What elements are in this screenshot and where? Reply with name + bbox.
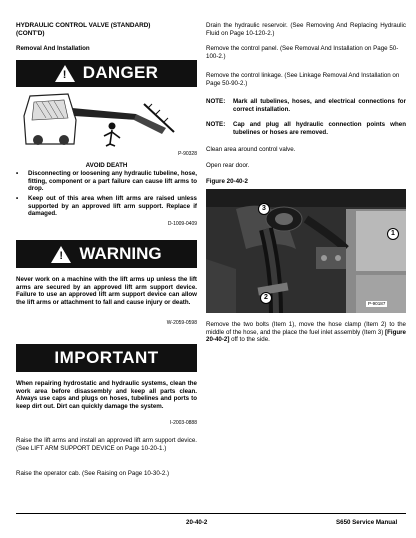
para-linkage: Remove the control linkage. (See Linkage Removal And Installation on Page 50-90-2.) — [206, 72, 400, 87]
danger-ref-id: D-1009-0409 — [167, 221, 197, 227]
figure-photo — [206, 189, 406, 313]
warning-body: Never work on a machine with the lift arms up unless the lift arms are secured by an approved lift arm support device. Failure to use an approved lift arm support device can allow the lift arms or attachment to fall and cause injury or death. — [16, 276, 197, 306]
note-cap: NOTE: Cap and plug all hydraulic connection points when tubelines or hoses are removed. — [206, 121, 406, 136]
warning-banner — [16, 240, 197, 268]
manual-title: S650 Service Manual — [336, 519, 398, 526]
warning-triangle-icon: ! — [51, 246, 71, 263]
removal-heading: Removal And Installation — [16, 45, 90, 52]
danger-bullet: • Keep out of this area when lift arms are raised unless supported by an approved lift arm support. Replace if damaged. — [16, 195, 197, 218]
figure-reference: [Figure 20-40-2] — [206, 328, 406, 344]
para-door: Open rear door. — [206, 162, 250, 169]
page-number: 20-40-2 — [186, 519, 208, 526]
para-drain: Drain the hydraulic reservoir. (See Removing And Replacing Hydraulic Fluid on Page 10-120-2.) — [206, 22, 406, 37]
warning-banner-text: WARNING — [79, 243, 162, 263]
danger-illustration — [16, 88, 197, 148]
para-clean: Clean area around control valve. — [206, 146, 296, 153]
danger-banner-text: DANGER — [82, 63, 159, 83]
hydraulic-valve-photo — [206, 189, 406, 313]
figure-caption: Figure 20-40-2 — [206, 178, 248, 185]
para-operator-cab: Raise the operator cab. (See Raising on Page 10-30-2.) — [16, 470, 170, 477]
callout-item-3: 3 — [258, 203, 270, 215]
figure-photo-id: P-90187 — [368, 301, 386, 306]
important-ref-id: I-2003-0888 — [170, 420, 197, 426]
important-body: When repairing hydrostatic and hydraulic systems, clean the work area before disassembly and keep all parts clean. Always use caps and plugs on hoses, tubelines and ports to keep dirt out. Dirt can quickly damage the system. — [16, 380, 197, 410]
crushing-hazard-icon — [16, 88, 197, 148]
danger-bullet: • Disconnecting or loosening any hydraulic tubeline, hose, fitting, component or a part failure can cause lift arms to drop. — [16, 170, 197, 193]
bullet-dot: • — [16, 195, 19, 202]
footer-rule — [16, 513, 406, 514]
page-title: HYDRAULIC CONTROL VALVE (STANDARD) (CONT'D) — [16, 22, 151, 37]
warning-triangle-icon: ! — [55, 65, 75, 82]
callout-item-2: 2 — [260, 292, 272, 304]
danger-banner — [16, 60, 197, 87]
important-banner-text: IMPORTANT — [54, 347, 159, 367]
bullet-dot: • — [16, 170, 19, 177]
warning-ref-id: W-2059-0598 — [166, 320, 197, 326]
para-remove-bolts: Remove the two bolts (Item 1), move the hose clamp (Item 2) to the middle of the hose, and the place the fuel inlet assembly (Item 3) [Figure 20-40-2] off to the side. — [206, 321, 406, 344]
avoid-death-heading: AVOID DEATH — [85, 162, 128, 169]
para-control-panel: Remove the control panel. (See Removal And Installation on Page 50-100-2.) — [206, 45, 399, 60]
para-lift-arms: Raise the lift arms and install an approved lift arm support device. (See LIFT ARM SUPPORT DEVICE on Page 10-20-1.) — [16, 437, 197, 452]
important-banner — [16, 344, 197, 372]
note-mark: NOTE: Mark all tubelines, hoses, and electrical connections for correct installation. — [206, 98, 406, 113]
danger-figure-id: P-90328 — [178, 151, 197, 157]
callout-item-1: 1 — [387, 228, 399, 240]
